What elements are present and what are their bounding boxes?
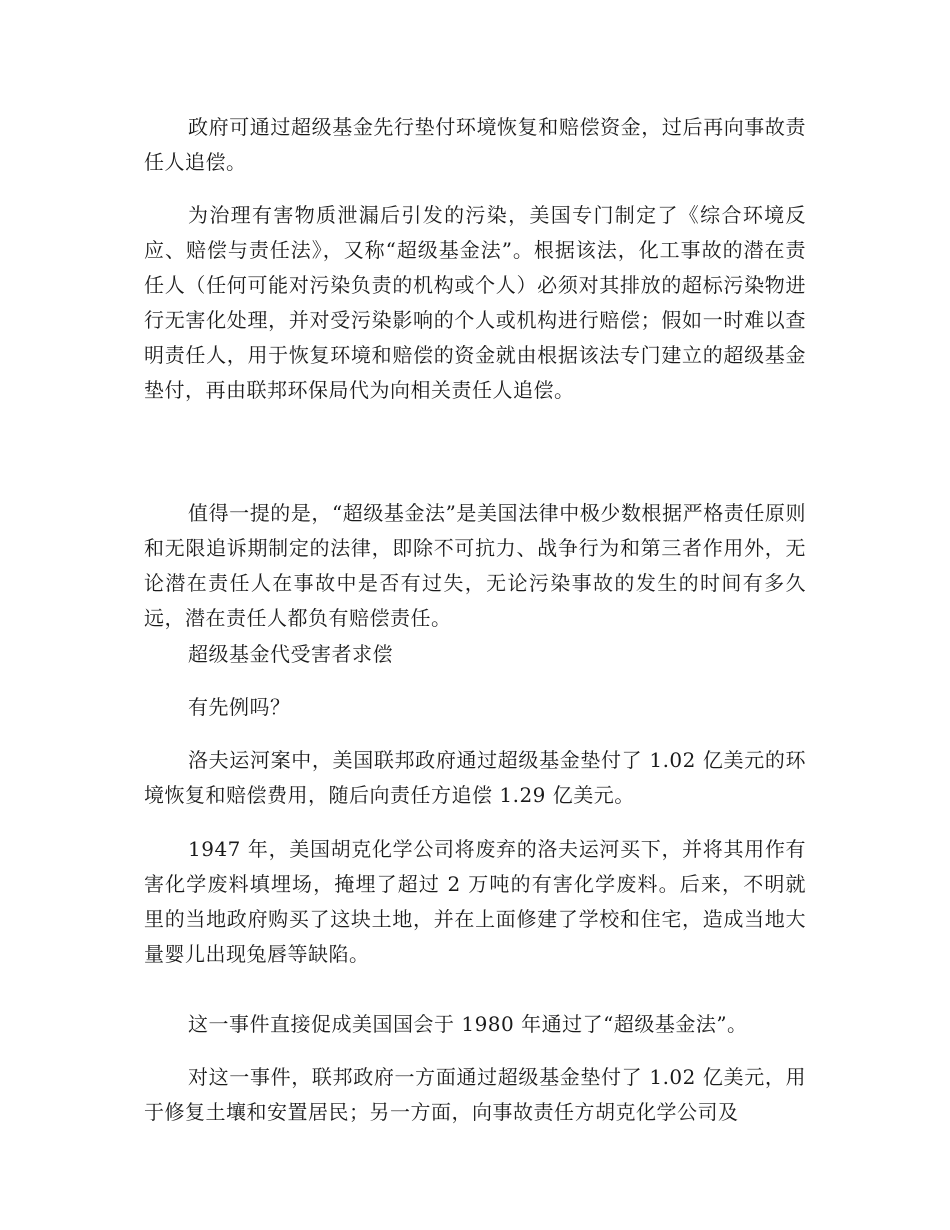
paragraph-congress-1980: 这一事件直接促成美国国会于 1980 年通过了“超级基金法”。 xyxy=(188,1012,748,1036)
paragraph-love-canal-case: 洛夫运河案中，美国联邦政府通过超级基金垫付了 1.02 亿美元的环境恢复和赔偿费用，随后向责任方追偿 1.29 亿美元。 xyxy=(144,748,806,807)
paragraph-subheading-precedent: 有先例吗？ xyxy=(188,695,291,719)
paragraph-federal-response: 对这一事件，联邦政府一方面通过超级基金垫付了 1.02 亿美元，用于修复土壤和安置居民；另一方面，向事故责任方胡克化学公司及 xyxy=(144,1065,806,1124)
paragraph-strict-liability: 值得一提的是，“超级基金法”是美国法律中极少数根据严格责任原则和无限追诉期制定的法律，即除不可抗力、战争行为和第三者作用外，无论潜在责任人在事故中是否有过失，无论污染事故的发生的时间有多久远，潜在责任人都负有赔偿责任。 xyxy=(144,501,806,630)
paragraph-subheading-compensation: 超级基金代受害者求偿 xyxy=(188,642,393,666)
paragraph-advance-payment: 政府可通过超级基金先行垫付环境恢复和赔偿资金，过后再向事故责任人追偿。 xyxy=(144,115,806,174)
paragraph-superfund-law: 为治理有害物质泄漏后引发的污染，美国专门制定了《综合环境反应、赔偿与责任法》，又称“超级基金法”。根据该法，化工事故的潜在责任人（任何可能对污染负责的机构或个人）必须对其排放的超标污染物进行无害化处理，并对受污染影响的个人或机构进行赔偿；假如一时难以查明责任人，用于恢复环境和赔偿的资金就由根据该法专门建立的超级基金垫付，再由联邦环保局代为向相关责任人追偿。 xyxy=(144,203,806,402)
paragraph-hooker-chemical: 1947 年，美国胡克化学公司将废弃的洛夫运河买下，并将其用作有害化学废料填埋场，掩埋了超过 2 万吨的有害化学废料。后来，不明就里的当地政府购买了这块土地，并在上面修建了学校和住宅，造成当地大量婴儿出现兔唇等缺陷。 xyxy=(144,837,806,966)
